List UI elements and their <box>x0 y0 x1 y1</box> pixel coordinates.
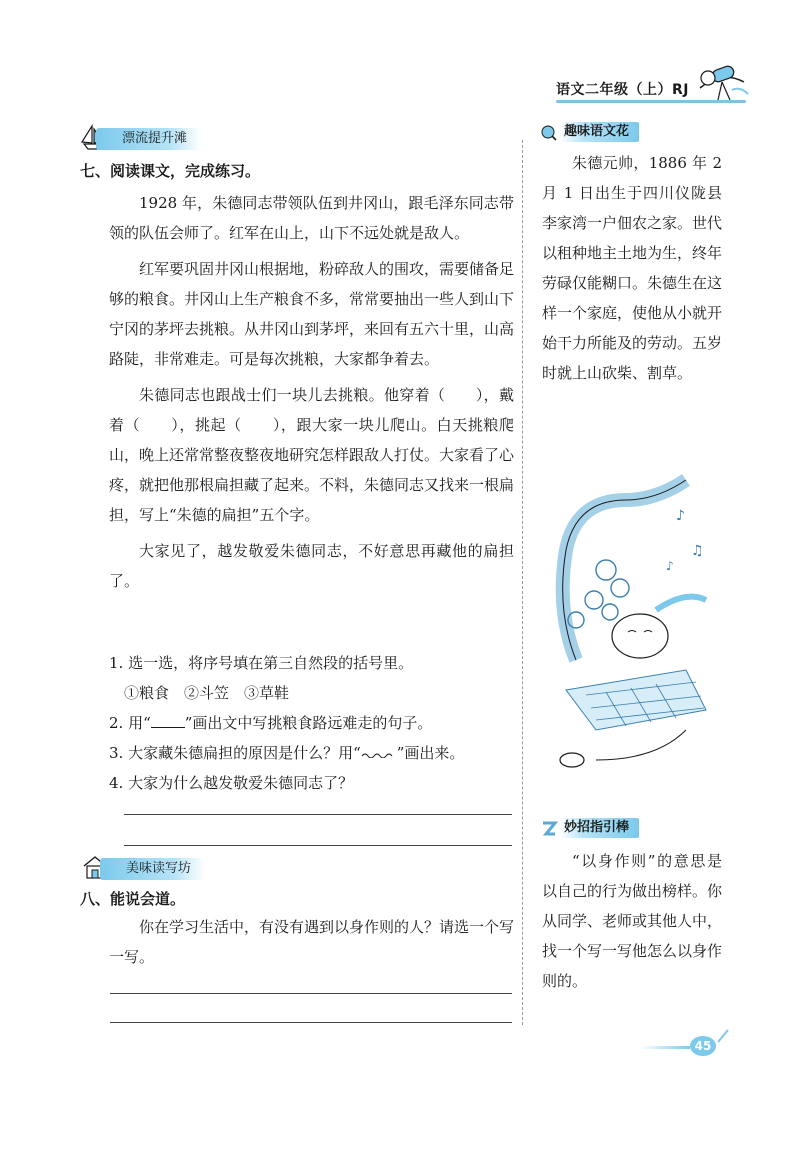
svg-text:♪: ♪ <box>676 508 685 524</box>
answer-line[interactable] <box>124 814 512 815</box>
wavy-underline-mark <box>361 744 397 758</box>
pen-icon <box>716 1028 730 1044</box>
answer-line[interactable] <box>110 993 512 994</box>
question-2-suffix: ”画出文中写挑粮食路远难走的句子。 <box>184 714 433 732</box>
reading-passage <box>109 188 514 596</box>
question-3 <box>109 738 464 768</box>
question-3-prefix: 3. 大家藏朱德扁担的原因是什么？用“ <box>109 744 361 762</box>
music-scroll-illustration <box>536 460 724 780</box>
section-banner-writing: 美味读写坊 <box>100 858 205 880</box>
svg-text:♪: ♪ <box>666 559 674 573</box>
question-2-prefix: 2. 用“ <box>109 714 151 732</box>
question-3-suffix: ”画出来。 <box>396 744 465 762</box>
sidebar-fun-text: 朱德元帅，1886 年 2 月 1 日出生于四川仪陇县李家湾一户佃农之家。世代以租种地主土地为生，终年劳碌仅能糊口。朱德生在这样一个家庭，使他从小就开始干力所能及的劳动。五岁时就上山砍柴、割草。 <box>542 154 723 382</box>
page-number-swoosh <box>640 1046 690 1049</box>
section7-heading: 七、阅读课文，完成练习。 <box>80 162 261 180</box>
passage-paragraph-3: 朱德同志也跟战士们一块儿去挑粮。他穿着（ ），戴着（ ），挑起（ ），跟大家一块儿爬山。白天挑粮爬山，晚上还常常整夜整夜地研究怎样跟敌人打仗。大家看了心疼，就把他那根扁担藏了起来。不料，朱德同志又找来一根扁担，写上“朱德的扁担”五个字。 <box>109 386 515 524</box>
answer-line[interactable] <box>124 845 512 846</box>
straight-underline-mark <box>151 713 185 728</box>
passage-paragraph-1: 1928 年，朱德同志带领队伍到井冈山，跟毛泽东同志带领的队伍会师了。红军在山上，山下不远处就是敌人。 <box>109 194 514 242</box>
answer-line[interactable] <box>110 1022 512 1023</box>
section8-heading: 八、能说会道。 <box>80 890 186 908</box>
book-header-title: 语文二年级（上）RJ <box>556 82 689 98</box>
writing-prompt-block <box>109 912 514 972</box>
sidebar-tip-text: “以身作则”的意思是以自己的行为做出榜样。你从同学、老师或其他人中，找一个写一写他怎么以身作则的。 <box>542 852 723 990</box>
lightning-icon <box>540 820 558 838</box>
column-divider <box>522 140 523 1025</box>
section-banner-drift: 漂流提升滩 <box>96 128 201 150</box>
sidebar-fun-title: 趣味语文花 <box>560 122 639 142</box>
magnifier-icon <box>540 124 558 142</box>
question-4: 4. 大家为什么越发敬爱朱德同志了？ <box>109 774 354 792</box>
question-1-options: ①粮食 ②斗笠 ③草鞋 <box>124 684 290 702</box>
passage-paragraph-2: 红军要巩固井冈山根据地，粉碎敌人的围攻，需要储备足够的粮食。井冈山上生产粮食不多，常常要抽出一些人到山下宁冈的茅坪去挑粮。从井冈山到茅坪，来回有五六十里，山高路陡，非常难走。可是每次挑粮，大家都争着去。 <box>109 260 515 368</box>
page-number: 45 <box>690 1036 716 1056</box>
svg-text:♫: ♫ <box>691 543 704 559</box>
sidebar-tip-title: 妙招指引棒 <box>560 818 639 838</box>
passage-paragraph-4: 大家见了，越发敬爱朱德同志，不好意思再藏他的扁担了。 <box>109 542 514 590</box>
writing-prompt: 你在学习生活中，有没有遇到以身作则的人？请选一个写一写。 <box>109 918 515 966</box>
header-rule <box>556 100 746 103</box>
question-1: 1. 选一选，将序号填在第三自然段的括号里。 <box>109 654 414 672</box>
question-2 <box>109 708 432 738</box>
